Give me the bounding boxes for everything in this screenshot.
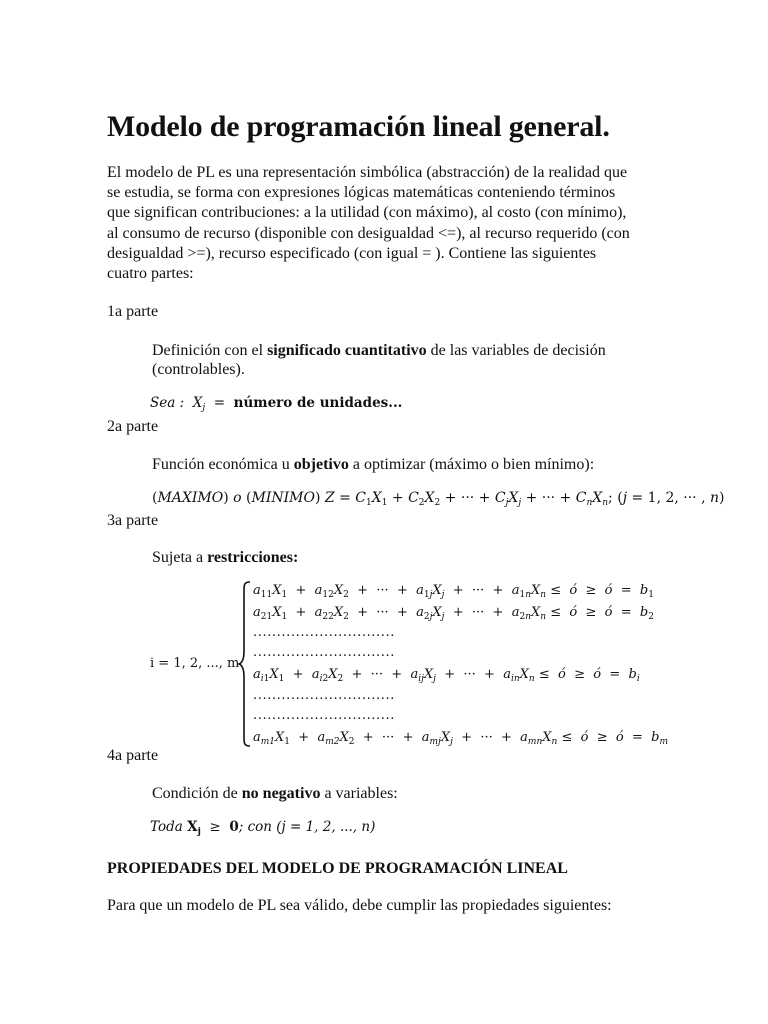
constraint-row-1: $a_{11}X_1 + a_{12}X_2$ + ··· + $a_{1j}X_j$ + ··· + $a_{1n}X_n$ ≤ ó ≥ ó = $b_1$	[253, 583, 654, 600]
part4-text-after: a variables:	[320, 785, 398, 802]
nonnegativity-formula	[150, 819, 375, 837]
part1-text-after: de las variables de decisión	[426, 342, 606, 359]
part1-formula-sub: j	[202, 403, 206, 413]
part1-formula	[150, 395, 402, 413]
intro-line: desigualdad >=), recurso especificado (con igual = ). Contiene las siguientes	[107, 244, 597, 262]
part4-text-before: Condición de	[152, 785, 242, 802]
intro-line: se estudia, se forma con expresiones lógicas matemáticas conteniendo términos	[107, 184, 616, 202]
part3-text-before: Sujeta a	[152, 549, 208, 566]
part1-text	[152, 342, 606, 360]
page-title: Modelo de programación lineal general.	[107, 110, 610, 143]
part2-text-before: Función económica u	[152, 456, 294, 473]
constraint-dots: ..............................	[253, 708, 395, 723]
intro-line: cuatro partes:	[107, 265, 194, 283]
part2-label: 2a parte	[107, 418, 159, 435]
part4-text-bold: no negativo	[241, 785, 321, 802]
constraint-dots: ..............................	[253, 625, 395, 640]
part1-formula-eq: =	[213, 395, 226, 411]
part4-formula-tail: ; con (j = 1, 2, ..., n)	[238, 819, 376, 835]
intro-line: al consumo de recurso (disponible con desigualdad <=), al recurso requerido (con	[107, 224, 630, 242]
part2-text-after: a optimizar (máximo o bien mínimo):	[348, 456, 595, 473]
constraint-row-2: $a_{21}X_1 + a_{22}X_2$ + ··· + $a_{2j}X_j$ + ··· + $a_{2n}X_n$ ≤ ó ≥ ó = $b_2$	[253, 605, 654, 622]
part4-label: 4a parte	[107, 747, 159, 764]
part3-label: 3a parte	[107, 512, 159, 529]
part2-text	[152, 456, 594, 474]
constraint-index-label: i = 1, 2, ..., m	[150, 656, 240, 671]
constraint-dots: ..............................	[253, 688, 395, 703]
constraint-dots: ..............................	[253, 645, 395, 660]
part4-formula-sub: j	[197, 827, 201, 837]
closing-paragraph: Para que un modelo de PL sea válido, debe cumplir las propiedades siguientes:	[107, 897, 612, 914]
part3-text-bold: restricciones:	[207, 549, 299, 566]
left-brace	[238, 581, 252, 747]
objective-function-formula: (MAXIMO) o (MINIMO) $Z = C_1X_1 + C_2X_2$ + ··· + $C_jX_j$ + ··· + $C_nX_n$; (j = 1, 2, ··· , n)	[152, 490, 725, 508]
section-heading: PROPIEDADES DEL MODELO DE PROGRAMACIÓN LINEAL	[107, 860, 568, 877]
part1-text-bold: significado cuantitativo	[267, 342, 427, 359]
part4-formula-rel: ≥	[209, 819, 221, 835]
part1-label: 1a parte	[107, 303, 159, 320]
part1-formula-var: X	[192, 395, 203, 411]
part4-text	[152, 785, 398, 803]
part1-text-line2: (controlables).	[152, 361, 245, 378]
part3-text	[152, 549, 298, 567]
intro-line: que significan contribuciones: a la utilidad (con máximo), al costo (con mínimo),	[107, 204, 627, 222]
part4-formula-zero: 0	[229, 819, 239, 835]
part4-formula-lead: Toda	[150, 819, 183, 835]
part1-text-before: Definición con el	[152, 342, 268, 359]
part1-formula-lead: Sea :	[150, 395, 185, 411]
part4-formula-var: X	[187, 819, 198, 835]
constraint-row-i: $a_{i1}X_1 + a_{i2}X_2$ + ··· + $a_{ij}X_j$ + ··· + $a_{in}X_n$ ≤ ó ≥ ó = $b_i$	[253, 667, 640, 684]
constraint-row-m: $a_{m1}X_1 + a_{m2}X_2$ + ··· + $a_{mj}X_j$ + ··· + $a_{mn}X_n$ ≤ ó ≥ ó = $b_m$	[253, 730, 668, 747]
part1-formula-bold: número de unidades...	[233, 395, 403, 411]
intro-line: El modelo de PL es una representación simbólica (abstracción) de la realidad que	[107, 164, 628, 181]
part2-text-bold: objetivo	[293, 456, 349, 473]
intro-paragraph	[107, 163, 667, 284]
